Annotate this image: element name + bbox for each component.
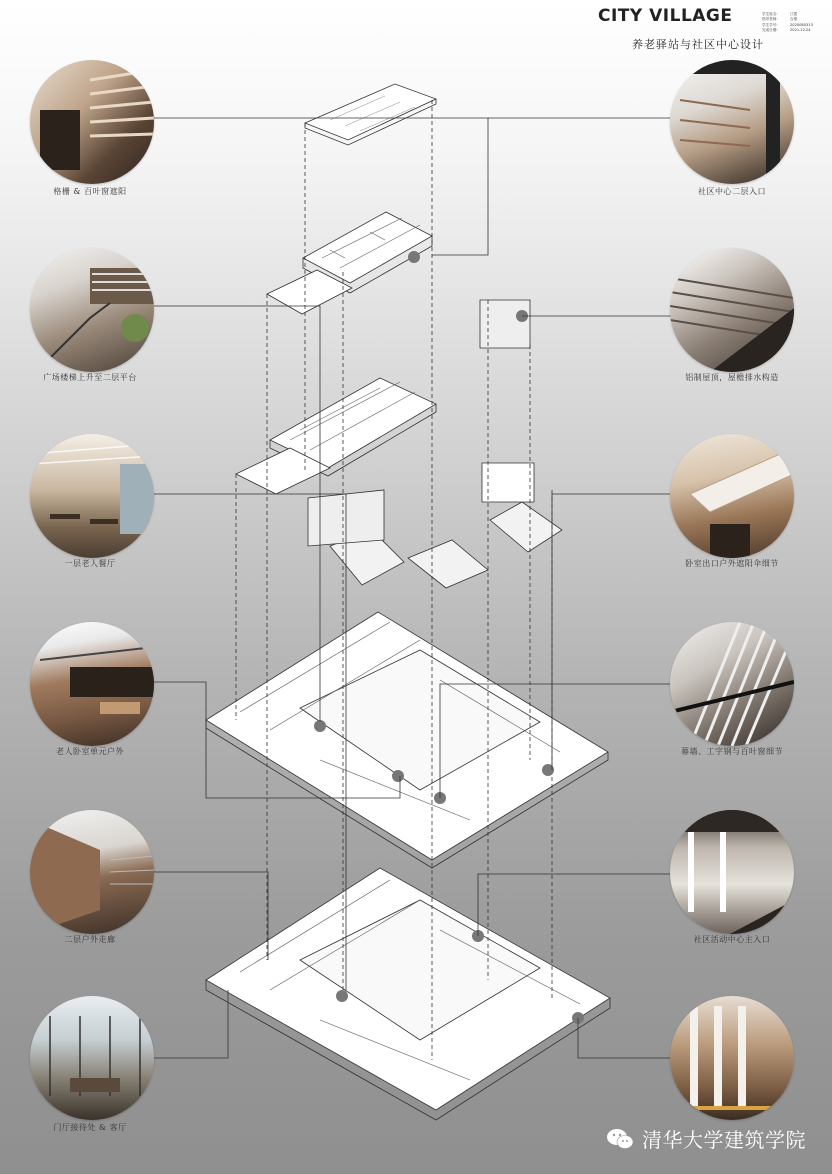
curtain-wall-photo	[670, 622, 794, 746]
timber-louvre-photo	[30, 60, 154, 184]
roof-ribs-icon	[670, 248, 794, 372]
colonnade-icon	[670, 996, 794, 1120]
caption-dining: 一层老人餐厅	[64, 559, 116, 568]
caption-stair: 广场楼梯上升至二层平台	[43, 373, 137, 382]
watermark	[606, 1124, 806, 1153]
dining-hall-photo	[30, 434, 154, 558]
stair-platform-photo	[30, 248, 154, 372]
louvre-pattern-icon	[30, 60, 154, 184]
stair-icon	[30, 248, 154, 372]
bedroom-facade-icon	[30, 622, 154, 746]
louvre-fins-icon	[670, 622, 794, 746]
colonnade-photo	[670, 996, 794, 1120]
project-subtitle: 养老驿站与社区中心设计	[632, 38, 764, 51]
lobby-icon	[30, 996, 154, 1120]
main-entrance-icon	[670, 810, 794, 934]
entrance-icon	[670, 60, 794, 184]
info-row: 指导老师: 吉强	[762, 17, 798, 22]
watermark-text: 清华大学建筑学院	[642, 1128, 806, 1152]
lobby-photo	[30, 996, 154, 1120]
canopy-icon	[670, 434, 794, 558]
main-entrance-photo	[670, 810, 794, 934]
caption-roof: 铝制屋顶，屋檐排水构造	[685, 373, 779, 382]
wechat-icon	[606, 1127, 634, 1151]
info-row: 学生姓名: 江霆	[762, 12, 798, 16]
corridor-icon	[30, 810, 154, 934]
caption-lobby: 门厅接待处 & 客厅	[53, 1123, 127, 1132]
caption-corridor: 二层户外走廊	[64, 935, 116, 944]
caption-louvre: 格栅 & 百叶窗遮阳	[53, 187, 127, 196]
caption-main-entrance: 社区活动中心主入口	[693, 935, 771, 944]
caption-curtain-wall: 幕墙、工字钢与百叶窗细节	[681, 747, 783, 756]
project-title: CITY VILLAGE	[598, 6, 733, 26]
corridor-photo	[30, 810, 154, 934]
info-row: 完成日期: 2021.12.24	[762, 27, 811, 32]
caption-bedroom: 老人卧室单元户外	[56, 747, 124, 756]
roof-detail-photo	[670, 248, 794, 372]
caption-entrance: 社区中心二层入口	[698, 187, 766, 196]
bedroom-unit-photo	[30, 622, 154, 746]
entrance-photo	[670, 60, 794, 184]
dining-icon	[30, 434, 154, 558]
canopy-photo	[670, 434, 794, 558]
info-row: 学生学号: 2020080313	[762, 22, 813, 27]
caption-canopy: 卧室出口户外遮阳伞细节	[685, 559, 779, 568]
